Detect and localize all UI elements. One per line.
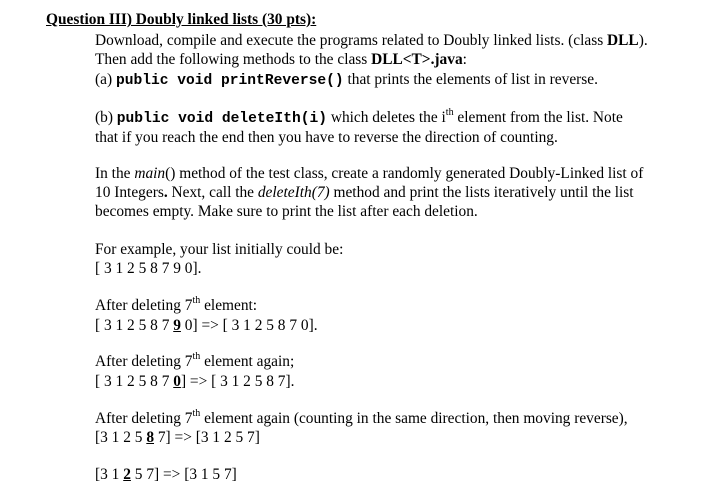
superscript-th: th	[445, 106, 454, 118]
delete-ith-call: deleteIth(7)	[257, 184, 330, 201]
step-2-list	[95, 373, 294, 391]
main-method-line-1	[95, 165, 643, 183]
main-method-line-2	[95, 184, 634, 202]
deleted-element: 8	[146, 429, 155, 446]
step-text-end: element again;	[200, 353, 295, 370]
step-4-list	[95, 466, 237, 484]
intro-text-end: ).	[638, 32, 648, 49]
step-1-heading	[95, 294, 258, 315]
main-method-line-3: becomes empty. Make sure to print the list after each deletion.	[95, 203, 478, 220]
deleted-element: 0	[173, 373, 181, 390]
part-a-label: (a)	[95, 71, 116, 88]
step-text-end: element:	[200, 297, 258, 314]
intro-text: Download, compile and execute the programs related to Doubly linked lists. (class	[95, 32, 608, 49]
part-b-description: which deletes the i	[326, 109, 446, 126]
deleted-element: 2	[123, 466, 131, 483]
delete-ith-signature: public void deleteIth(i)	[116, 111, 327, 127]
step-text: After deleting 7	[95, 297, 193, 314]
step-1-list	[95, 317, 318, 335]
intro-line-2	[95, 51, 467, 69]
list-text: [ 3 1 2 5 8 7	[95, 373, 174, 390]
print-reverse-signature: public void printReverse()	[115, 73, 344, 89]
part-b-description-end: element from the list. Note	[453, 109, 623, 126]
list-text-end: 0] => [ 3 1 2 5 8 7 0].	[180, 317, 318, 334]
list-text-end: 7] => [3 1 2 5 7]	[154, 429, 260, 446]
part-b-line-2: that if you reach the end then you have to reverse the direction of counting.	[95, 129, 558, 146]
list-text: [ 3 1 2 5 8 7	[95, 317, 174, 334]
step-3-list	[95, 429, 260, 447]
class-name-dll: DLL	[607, 32, 639, 49]
main-text-end: method and print the lists iteratively until the list	[329, 184, 634, 201]
class-file-name: DLL<T>.java	[371, 51, 463, 68]
superscript-th: th	[192, 350, 201, 362]
superscript-th: th	[192, 407, 201, 419]
list-text: [3 1 2 5	[95, 429, 147, 446]
intro-text-end: :	[462, 51, 467, 68]
part-a	[95, 71, 598, 90]
question-title: Question III) Doubly linked lists (30 pts):	[46, 11, 317, 28]
superscript-th: th	[192, 294, 201, 306]
example-intro: For example, your list initially could be:	[95, 241, 344, 258]
part-b-line-1	[95, 106, 623, 128]
step-text-end: element again (counting in the same direction, then moving reverse),	[200, 410, 628, 427]
main-text-mid: Next, call the	[167, 184, 258, 201]
main-text-end: () method of the test class, create a randomly generated Doubly-Linked list of	[165, 165, 644, 182]
main-text: In the	[95, 165, 135, 182]
intro-text: Then add the following methods to the class	[95, 51, 372, 68]
deleted-element: 9	[173, 317, 181, 334]
step-text: After deleting 7	[95, 353, 193, 370]
step-text: After deleting 7	[95, 410, 193, 427]
step-2-heading	[95, 350, 295, 371]
list-text-end: 5 7] => [3 1 5 7]	[130, 466, 237, 483]
main-text: 10 Integers	[95, 184, 164, 201]
main-period: .	[163, 184, 168, 201]
step-3-heading	[95, 407, 628, 428]
intro-line-1	[95, 32, 648, 50]
main-method-name: main	[134, 165, 166, 182]
list-text-end: ] => [ 3 1 2 5 8 7].	[180, 373, 295, 390]
example-initial-list: [ 3 1 2 5 8 7 9 0].	[95, 260, 202, 277]
part-b-label: (b)	[95, 109, 117, 126]
part-a-description: that prints the elements of list in reverse.	[343, 71, 598, 88]
list-text: [3 1	[95, 466, 124, 483]
